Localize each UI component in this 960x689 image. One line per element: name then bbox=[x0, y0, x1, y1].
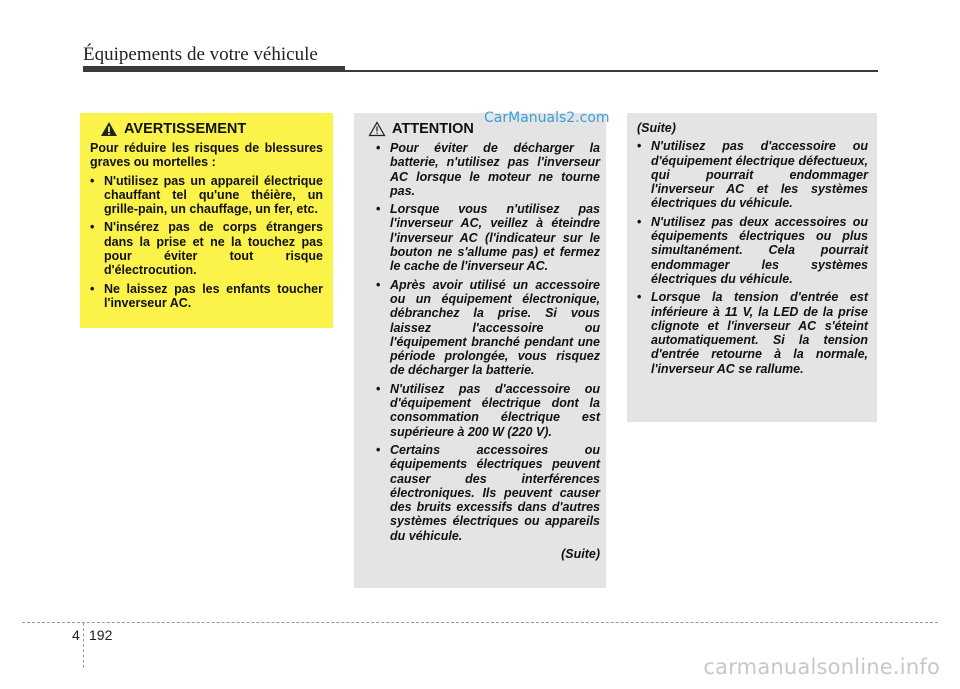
list-item: • N'utilisez pas un appareil électrique chauffant tel qu'une théière, un grille-pain, un chauffage, un fer, etc. bbox=[90, 174, 323, 217]
header-rule-thick bbox=[83, 66, 345, 72]
list-item: • Pour éviter de décharger la batterie, n'utilisez pas l'inverseur AC lorsque le moteur ne tourne pas. bbox=[376, 141, 600, 198]
watermark-top: CarManuals2.com bbox=[484, 110, 610, 126]
continuation-panel bbox=[627, 113, 877, 422]
attention-title: ATTENTION bbox=[392, 120, 474, 137]
list-item: • Lorsque vous n'utilisez pas l'inverseur AC, veillez à éteindre l'inverseur AC (l'indicateur sur le bouton ne s'allume pas) et fermez le cache de l'inverseur AC. bbox=[376, 202, 600, 273]
list-item: • N'utilisez pas d'accessoire ou d'équipement électrique défectueux, qui pourrait endommager l'inverseur AC et les systèmes électriques du véhicule. bbox=[637, 139, 868, 210]
page-number: 192 bbox=[89, 627, 113, 643]
footer-divider bbox=[83, 623, 84, 668]
list-item: • N'utilisez pas d'accessoire ou d'équipement électrique dont la consommation électrique est supérieure à 200 W (220 V). bbox=[376, 382, 600, 439]
warning-triangle-icon bbox=[100, 121, 118, 137]
list-item: • Après avoir utilisé un accessoire ou un équipement électronique, débranchez la prise. Si vous laissez l'accessoire ou l'équipement branché pendant une période prolongée, vous risquez de décharger la batterie. bbox=[376, 278, 600, 378]
footer-rule bbox=[22, 622, 938, 623]
warning-intro: Pour réduire les risques de blessures graves ou mortelles : bbox=[90, 141, 323, 170]
continued-label: (Suite) bbox=[561, 547, 600, 562]
list-item: • Certains accessoires ou équipements électriques peuvent causer des interférences électroniques. Ils peuvent causer des bruits excessifs dans d'autres systèmes électriques ou appareils du véhicule. bbox=[376, 443, 600, 543]
continuation-list bbox=[637, 139, 868, 376]
warning-heading bbox=[90, 121, 323, 137]
header-rule-thin bbox=[345, 70, 878, 72]
continuation-heading: (Suite) bbox=[637, 121, 676, 135]
caution-triangle-icon bbox=[368, 121, 386, 137]
attention-list bbox=[376, 141, 600, 543]
list-item: • Lorsque la tension d'entrée est inférieure à 11 V, la LED de la prise clignote et l'inverseur AC s'éteint automatiquement. Si la tension d'entrée retourne à la normale, l'inverseur AC se rallume. bbox=[637, 290, 868, 376]
list-item: • Ne laissez pas les enfants toucher l'inverseur AC. bbox=[90, 282, 323, 311]
warning-list bbox=[90, 174, 323, 311]
chapter-number: 4 bbox=[72, 627, 80, 643]
page-title: Équipements de votre véhicule bbox=[83, 44, 318, 65]
list-item: • N'insérez pas de corps étrangers dans la prise et ne la touchez pas pour éviter tout risque d'électrocution. bbox=[90, 220, 323, 277]
warning-title: AVERTISSEMENT bbox=[124, 120, 247, 137]
list-item: • N'utilisez pas deux accessoires ou équipements électriques ou plus simultanément. Cela pourrait endommager les systèmes électriques du véhicule. bbox=[637, 215, 868, 286]
attention-panel bbox=[354, 113, 606, 588]
warning-panel bbox=[80, 113, 333, 328]
watermark-bottom: carmanualsonline.info bbox=[703, 655, 940, 679]
